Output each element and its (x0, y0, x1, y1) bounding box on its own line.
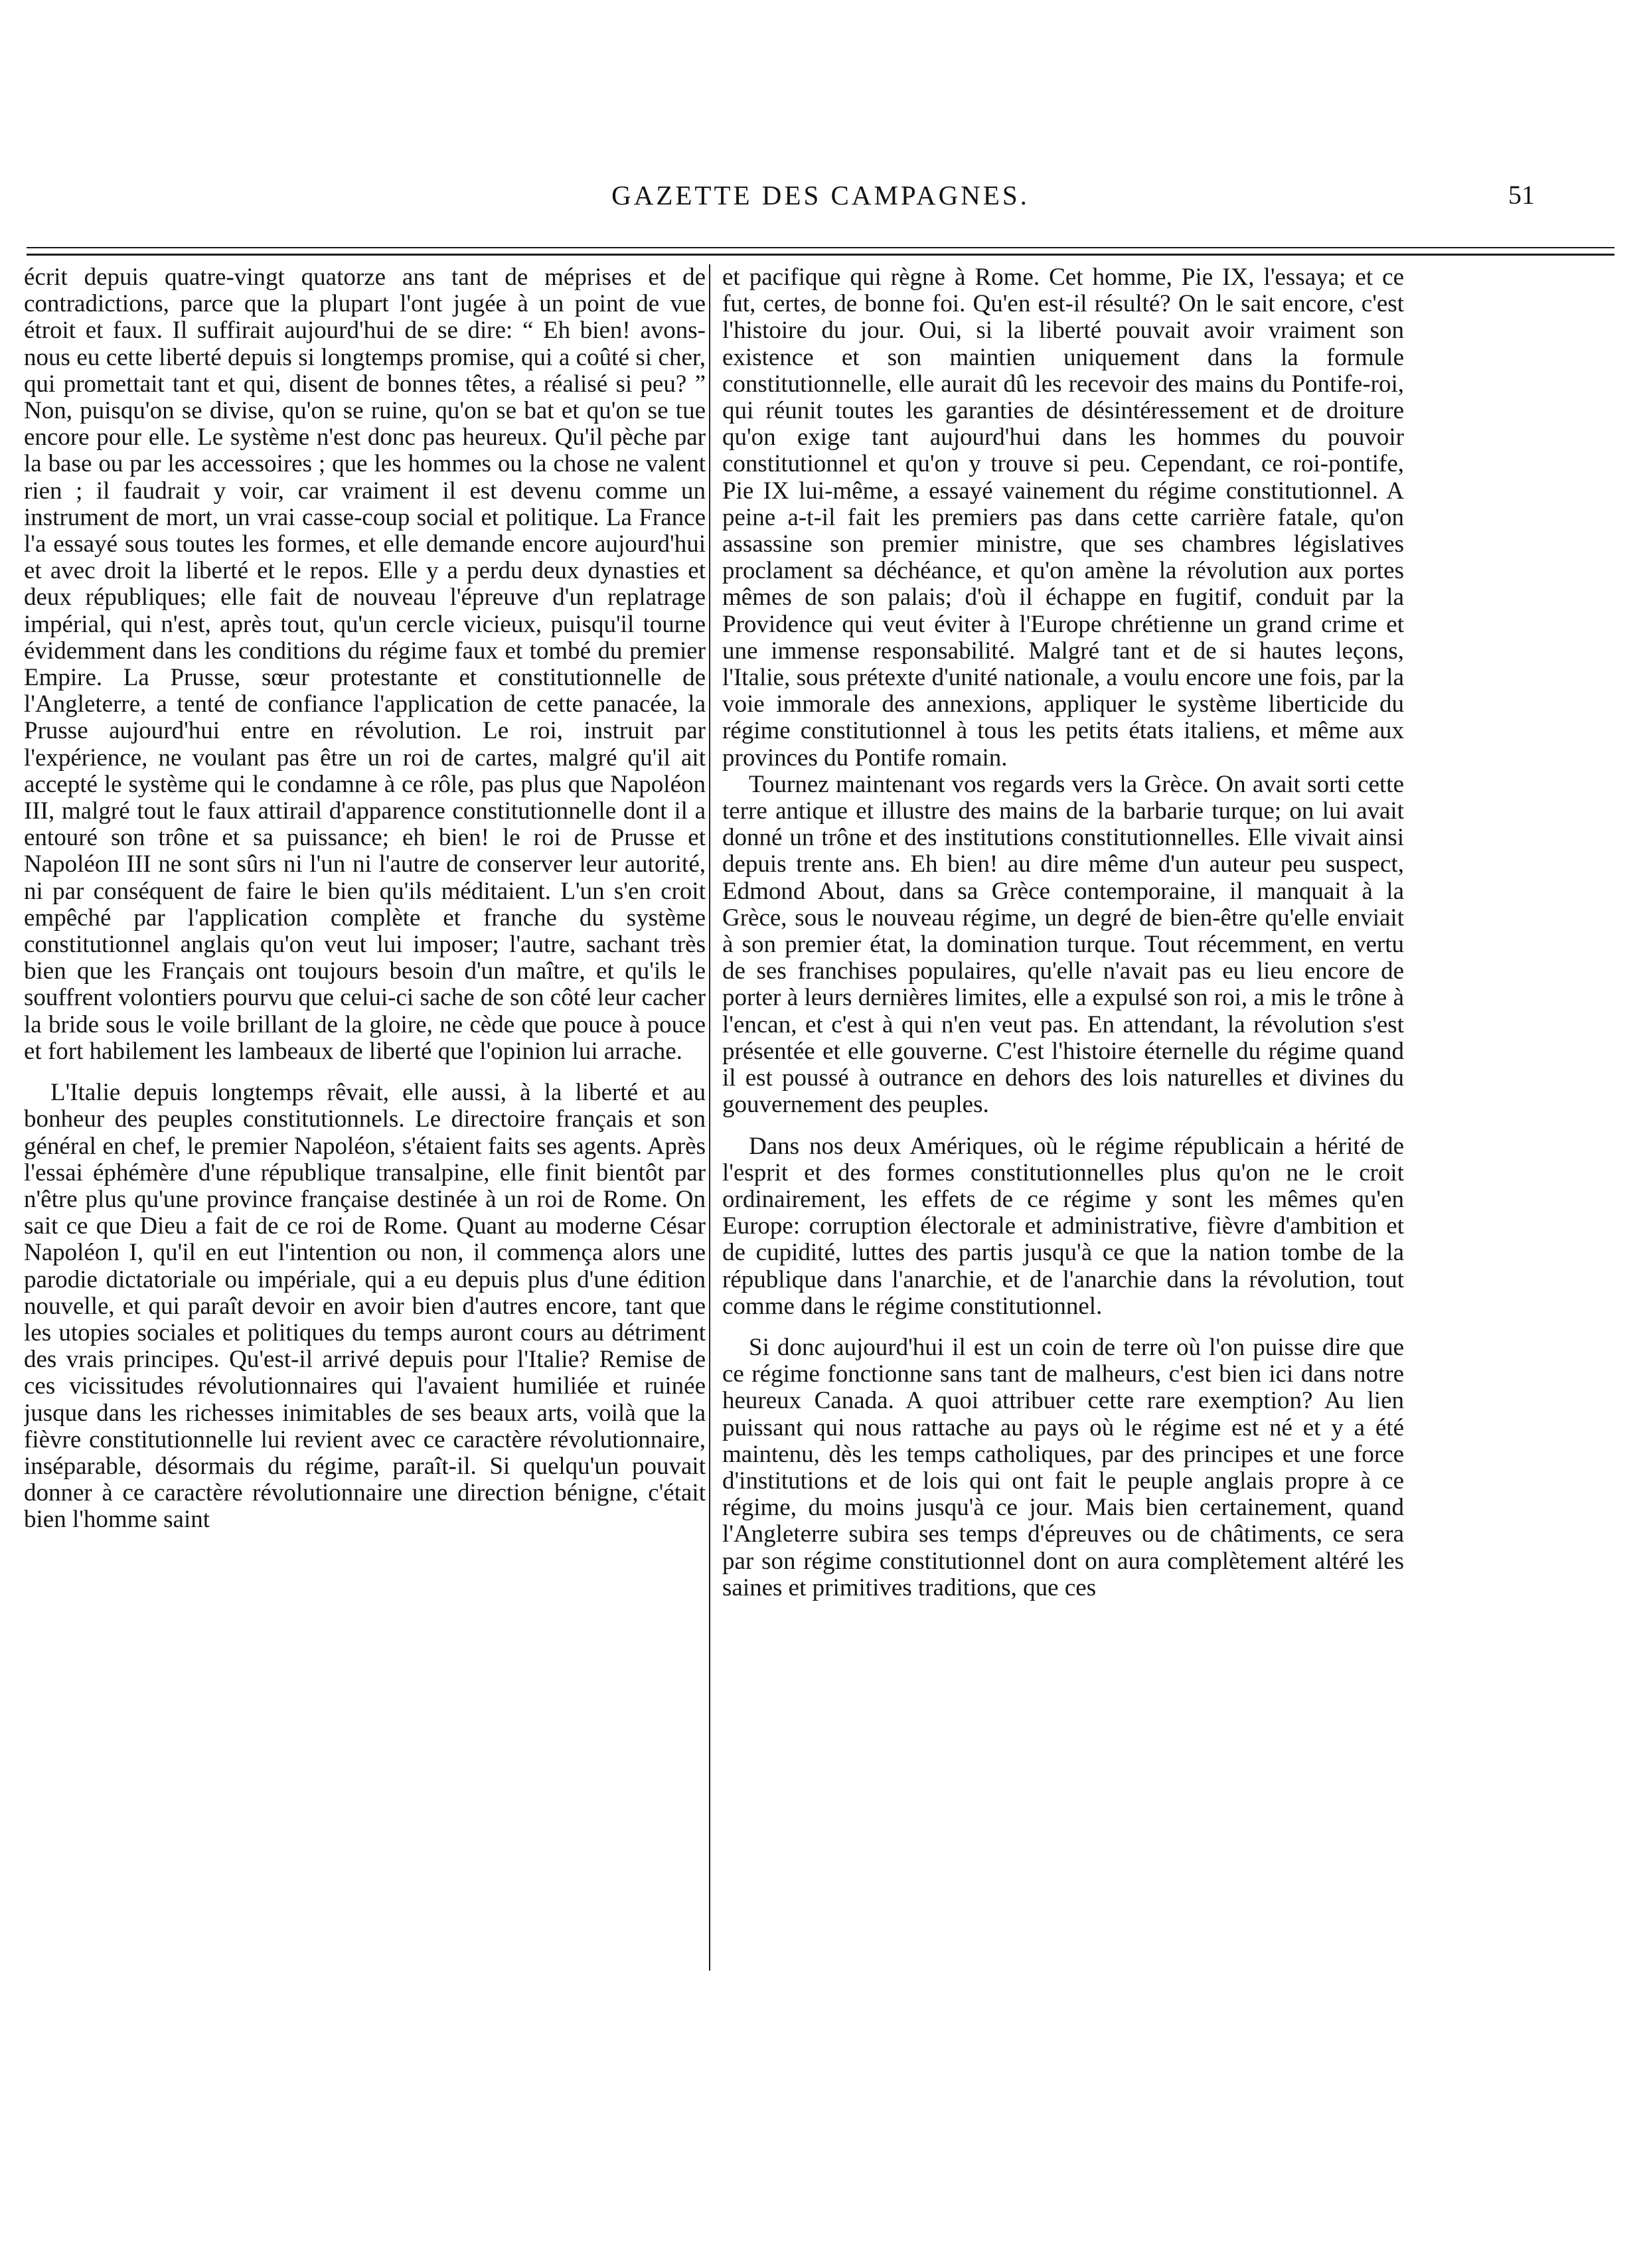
page-header (27, 179, 1614, 226)
right-column (722, 264, 1404, 2004)
right-paragraph-3: Dans nos deux Amériques, où le régime républicain a hérité de l'esprit et des formes constitutionnelles plus qu'on ne le croit ordinairement, les effets de ce régime y sont les mêmes qu'en Europe: corruption électorale et administrative, fièvre d'ambition et de cupidité, luttes des partis jusqu'à ce que la nation tombe de la république dans l'anarchie, et de l'anarchie dans la révolution, tout comme dans le régime constitutionnel. (722, 1132, 1404, 1320)
column-divider (709, 264, 710, 1971)
header-rule-thin (27, 247, 1614, 248)
newspaper-title: GAZETTE DES CAMPAGNES. (611, 180, 1030, 210)
right-paragraph-4: Si donc aujourd'hui il est un coin de terre où l'on puisse dire que ce régime fonctionne sans tant de malheurs, c'est bien ici dans notre heureux Canada. A quoi attribuer cette rare exemption? Au lien puissant qui nous rattache au pays où le régime est né et y a été maintenu, dès les temps catholiques, par des principes et une force d'institutions et de lois qui ont fait le peuple anglais propre à ce régime, du moins jusqu'à ce jour. Mais bien certainement, quand l'Angleterre subira ses temps d'épreuves ou de châtiments, ce sera par son régime constitutionnel dont on aura complètement altéré les saines et primitives traditions, que ces (722, 1333, 1404, 1601)
page-number: 51 (1508, 180, 1535, 210)
left-paragraph-2: L'Italie depuis longtemps rêvait, elle aussi, à la liberté et au bonheur des peuples constitutionnels. Le directoire français et son général en chef, le premier Napoléon, s'étaient faits ses agents. Après l'essai éphémère d'une république transalpine, elle finit bientôt par n'être plus qu'une province française destinée à un roi de Rome. On sait ce que Dieu a fait de ce roi de Rome. Quant au moderne César Napoléon I, qu'il en eut l'intention ou non, il commença alors une parodie dictatoriale ou impériale, qui a eu depuis plus d'une édition nouvelle, et qui paraît devoir en avoir bien d'autres encore, tant que les utopies sociales et politiques du temps auront cours au détriment des vrais principes. Qu'est-il arrivé depuis pour l'Italie? Remise de ces vicissitudes révolutionnaires qui l'avaient humiliée et ruinée jusque dans les richesses inimitables de ses beaux arts, voilà que la fièvre constitutionnelle lui revient avec ce caractère révolutionnaire, inséparable, désormais du régime, paraît-il. Si quelqu'un pouvait donner à ce caractère révolutionnaire une direction bénigne, c'était bien l'homme saint (24, 1079, 706, 1534)
left-column (24, 264, 706, 1971)
right-paragraph-1: et pacifique qui règne à Rome. Cet homme, Pie IX, l'essaya; et ce fut, certes, de bonne foi. Qu'en est-il résulté? On le sait encore, c'est l'histoire du jour. Oui, si la liberté pouvait avoir vraiment son existence et son maintien uniquement dans la formule constitutionnelle, elle aurait dû les recevoir des mains du Pontife-roi, qui réunit toutes les garanties de désintéressement et de droiture qu'on exige tant aujourd'hui dans les hommes du pouvoir constitutionnel et qu'on y trouve si peu. Cependant, ce roi-pontife, Pie IX lui-même, a essayé vainement du régime constitutionnel. A peine a-t-il fait les premiers pas dans cette carrière fatale, qu'on assassine son premier ministre, que ses chambres législatives proclament sa déchéance, et qu'on amène la révolution aux portes mêmes de son palais; d'où il échappe en fugitif, conduit par la Providence qui veut éviter à l'Europe chrétienne un grand crime et une immense responsabilité. Malgré tant et de si hautes leçons, l'Italie, sous prétexte d'unité nationale, a voulu encore une fois, par la voie immorale des annexions, appliquer le système liberticide du régime constitutionnel à tous les petits états italiens, et même aux provinces du Pontife romain. (722, 264, 1404, 771)
left-paragraph-1: écrit depuis quatre-vingt quatorze ans tant de méprises et de contradictions, parce que la plupart l'ont jugée à un point de vue étroit et faux. Il suffirait aujourd'hui de se dire: “ Eh bien! avons-nous eu cette liberté depuis si longtemps promise, qui a coûté si cher, qui promettait tant et qui, disent de bonnes têtes, a réalisé si peu? ” Non, puisqu'on se divise, qu'on se ruine, qu'on se bat et qu'on se tue encore pour elle. Le système n'est donc pas heureux. Qu'il pèche par la base ou par les accessoires ; que les hommes ou la chose ne valent rien ; il faudrait y voir, car vraiment il est devenu comme un instrument de mort, un vrai casse-coup social et politique. La France l'a essayé sous toutes les formes, et elle demande encore aujourd'hui et avec droit la liberté et le repos. Elle y a perdu deux dynasties et deux républiques; elle fait de nouveau l'épreuve d'un replatrage impérial, qui n'est, après tout, qu'un cercle vicieux, puisqu'il tourne évidemment dans les conditions du régime faux et tombé du premier Empire. La Prusse, sœur protestante et constitutionnelle de l'Angleterre, a tenté de confiance l'application de cette panacée, la Prusse aujourd'hui entre en révolution. Le roi, instruit par l'expérience, ne voulant pas être un roi de cartes, malgré qu'il ait accepté le système qui le condamne à ce rôle, pas plus que Napoléon III, malgré tout le faux attirail d'apparence constitutionnelle dont il a entouré son trône et sa puissance; eh bien! le roi de Prusse et Napoléon III ne sont sûrs ni l'un ni l'autre de conserver leur autorité, ni par conséquent de faire le bien qu'ils méditaient. L'un s'en croit empêché par l'application complète et franche du système constitutionnel anglais qu'on veut lui imposer; l'autre, sachant très bien que les Français ont toujours besoin d'un maître, et qu'ils le souffrent volontiers pourvu que celui-ci sache de son côté leur cacher la bride sous le voile brillant de la gloire, ne cède que pouce à pouce et fort habilement les lambeaux de liberté que l'opinion lui arrache. (24, 264, 706, 1065)
right-paragraph-2: Tournez maintenant vos regards vers la Grèce. On avait sorti cette terre antique et illustre des mains de la barbarie turque; on lui avait donné un trône et des institutions constitutionnelles. Elle vivait ainsi depuis trente ans. Eh bien! au dire même d'un auteur peu suspect, Edmond About, dans sa Grèce contemporaine, il manquait à la Grèce, sous le nouveau régime, un degré de bien-être qu'elle enviait à son premier état, la domination turque. Tout récemment, en vertu de ses franchises populaires, qu'elle n'avait pas eu lieu encore de porter à leurs dernières limites, elle a expulsé son roi, a mis le trône à l'encan, et c'est à qui n'en veut pas. En attendant, la révolution s'est présentée et elle gouverne. C'est l'histoire éternelle du régime quand il est poussé à outrance en dehors des lois naturelles et divines du gouvernement des peuples. (722, 770, 1404, 1119)
header-rule-thick (27, 254, 1614, 256)
